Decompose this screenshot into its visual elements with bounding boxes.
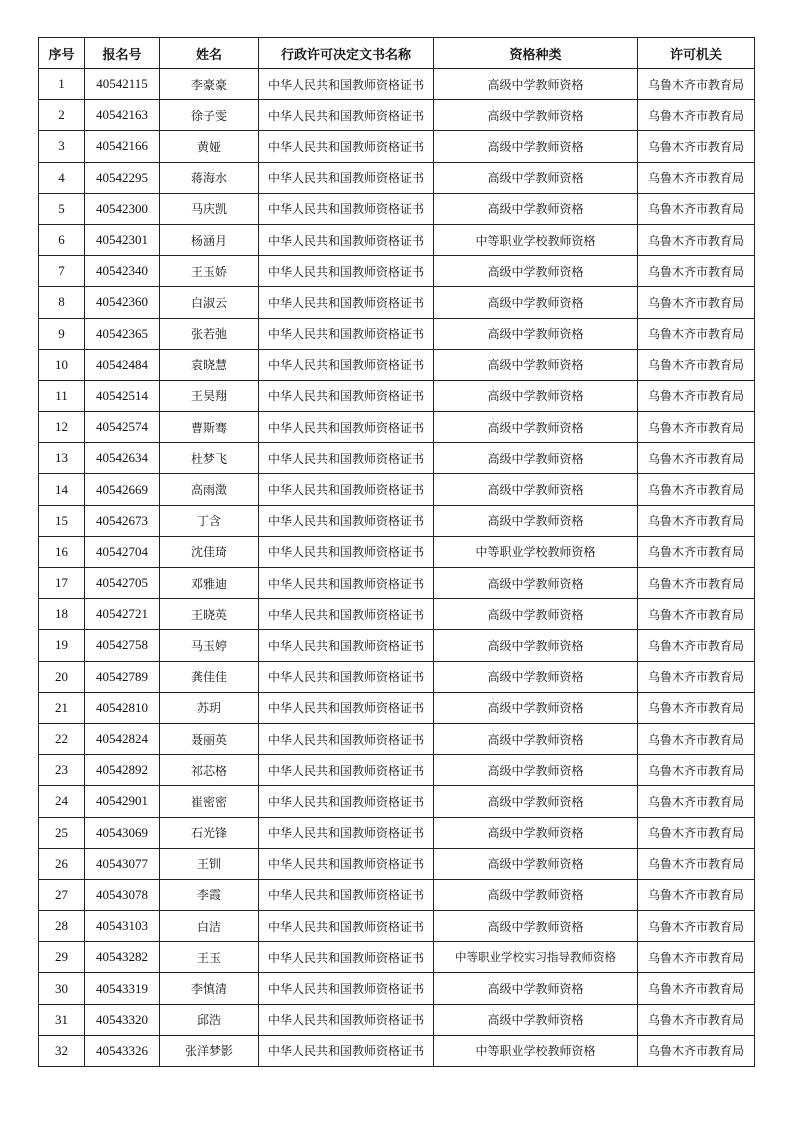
cell-name: 聂丽英 bbox=[160, 723, 259, 754]
cell-document-name: 中华人民共和国教师资格证书 bbox=[259, 318, 434, 349]
cell-name: 张若弛 bbox=[160, 318, 259, 349]
cell-qualification-type: 高级中学教师资格 bbox=[434, 661, 638, 692]
table-row bbox=[39, 692, 755, 723]
cell-serial-number: 32 bbox=[39, 1035, 85, 1066]
table-row bbox=[39, 287, 755, 318]
cell-name: 王钏 bbox=[160, 848, 259, 879]
cell-name: 马玉婷 bbox=[160, 630, 259, 661]
cell-name: 龚佳佳 bbox=[160, 661, 259, 692]
cell-name: 丁含 bbox=[160, 505, 259, 536]
cell-registration-number: 40543069 bbox=[85, 817, 160, 848]
cell-registration-number: 40542721 bbox=[85, 599, 160, 630]
header-document-name: 行政许可决定文书名称 bbox=[259, 38, 434, 69]
cell-qualification-type: 高级中学教师资格 bbox=[434, 131, 638, 162]
cell-registration-number: 40542115 bbox=[85, 69, 160, 100]
cell-qualification-type: 高级中学教师资格 bbox=[434, 568, 638, 599]
table-row bbox=[39, 848, 755, 879]
cell-qualification-type: 高级中学教师资格 bbox=[434, 318, 638, 349]
cell-licensing-authority: 乌鲁木齐市教育局 bbox=[638, 692, 755, 723]
table-body bbox=[39, 69, 755, 1067]
cell-registration-number: 40542634 bbox=[85, 443, 160, 474]
cell-licensing-authority: 乌鲁木齐市教育局 bbox=[638, 380, 755, 411]
cell-document-name: 中华人民共和国教师资格证书 bbox=[259, 848, 434, 879]
cell-registration-number: 40542360 bbox=[85, 287, 160, 318]
cell-licensing-authority: 乌鲁木齐市教育局 bbox=[638, 599, 755, 630]
cell-name: 王昊翔 bbox=[160, 380, 259, 411]
cell-name: 马庆凯 bbox=[160, 193, 259, 224]
cell-licensing-authority: 乌鲁木齐市教育局 bbox=[638, 568, 755, 599]
cell-licensing-authority: 乌鲁木齐市教育局 bbox=[638, 412, 755, 443]
cell-document-name: 中华人民共和国教师资格证书 bbox=[259, 1004, 434, 1035]
cell-serial-number: 31 bbox=[39, 1004, 85, 1035]
cell-licensing-authority: 乌鲁木齐市教育局 bbox=[638, 443, 755, 474]
cell-serial-number: 4 bbox=[39, 162, 85, 193]
cell-registration-number: 40542574 bbox=[85, 412, 160, 443]
cell-document-name: 中华人民共和国教师资格证书 bbox=[259, 100, 434, 131]
cell-qualification-type: 高级中学教师资格 bbox=[434, 380, 638, 411]
cell-serial-number: 18 bbox=[39, 599, 85, 630]
cell-registration-number: 40542789 bbox=[85, 661, 160, 692]
cell-licensing-authority: 乌鲁木齐市教育局 bbox=[638, 505, 755, 536]
table-row bbox=[39, 1035, 755, 1066]
cell-serial-number: 2 bbox=[39, 100, 85, 131]
cell-registration-number: 40542166 bbox=[85, 131, 160, 162]
cell-qualification-type: 中等职业学校教师资格 bbox=[434, 224, 638, 255]
cell-registration-number: 40542365 bbox=[85, 318, 160, 349]
table-row bbox=[39, 505, 755, 536]
cell-registration-number: 40542669 bbox=[85, 474, 160, 505]
cell-document-name: 中华人民共和国教师资格证书 bbox=[259, 630, 434, 661]
cell-registration-number: 40543078 bbox=[85, 879, 160, 910]
cell-qualification-type: 中等职业学校实习指导教师资格 bbox=[434, 942, 638, 973]
cell-qualification-type: 高级中学教师资格 bbox=[434, 1004, 638, 1035]
cell-name: 祁芯格 bbox=[160, 755, 259, 786]
cell-registration-number: 40542824 bbox=[85, 723, 160, 754]
cell-licensing-authority: 乌鲁木齐市教育局 bbox=[638, 256, 755, 287]
cell-document-name: 中华人民共和国教师资格证书 bbox=[259, 193, 434, 224]
cell-name: 杜梦飞 bbox=[160, 443, 259, 474]
cell-serial-number: 26 bbox=[39, 848, 85, 879]
cell-document-name: 中华人民共和国教师资格证书 bbox=[259, 505, 434, 536]
cell-registration-number: 40543326 bbox=[85, 1035, 160, 1066]
cell-qualification-type: 高级中学教师资格 bbox=[434, 723, 638, 754]
cell-serial-number: 23 bbox=[39, 755, 85, 786]
cell-qualification-type: 高级中学教师资格 bbox=[434, 911, 638, 942]
cell-qualification-type: 高级中学教师资格 bbox=[434, 630, 638, 661]
table-row bbox=[39, 100, 755, 131]
cell-name: 石光锋 bbox=[160, 817, 259, 848]
cell-licensing-authority: 乌鲁木齐市教育局 bbox=[638, 1004, 755, 1035]
cell-document-name: 中华人民共和国教师资格证书 bbox=[259, 973, 434, 1004]
cell-name: 曹斯骞 bbox=[160, 412, 259, 443]
cell-name: 杨涵月 bbox=[160, 224, 259, 255]
cell-registration-number: 40542892 bbox=[85, 755, 160, 786]
cell-registration-number: 40542673 bbox=[85, 505, 160, 536]
cell-serial-number: 28 bbox=[39, 911, 85, 942]
table-row bbox=[39, 224, 755, 255]
cell-name: 李慎清 bbox=[160, 973, 259, 1004]
cell-name: 黄娅 bbox=[160, 131, 259, 162]
cell-document-name: 中华人民共和国教师资格证书 bbox=[259, 879, 434, 910]
cell-name: 王玉 bbox=[160, 942, 259, 973]
cell-serial-number: 17 bbox=[39, 568, 85, 599]
cell-licensing-authority: 乌鲁木齐市教育局 bbox=[638, 224, 755, 255]
cell-document-name: 中华人民共和国教师资格证书 bbox=[259, 349, 434, 380]
cell-name: 徐子雯 bbox=[160, 100, 259, 131]
cell-qualification-type: 高级中学教师资格 bbox=[434, 474, 638, 505]
cell-registration-number: 40542340 bbox=[85, 256, 160, 287]
cell-registration-number: 40542514 bbox=[85, 380, 160, 411]
cell-licensing-authority: 乌鲁木齐市教育局 bbox=[638, 786, 755, 817]
table-row bbox=[39, 349, 755, 380]
table-row bbox=[39, 661, 755, 692]
cell-licensing-authority: 乌鲁木齐市教育局 bbox=[638, 911, 755, 942]
cell-licensing-authority: 乌鲁木齐市教育局 bbox=[638, 474, 755, 505]
cell-qualification-type: 高级中学教师资格 bbox=[434, 69, 638, 100]
cell-serial-number: 21 bbox=[39, 692, 85, 723]
cell-qualification-type: 高级中学教师资格 bbox=[434, 287, 638, 318]
header-serial-number: 序号 bbox=[39, 38, 85, 69]
cell-registration-number: 40542705 bbox=[85, 568, 160, 599]
cell-serial-number: 20 bbox=[39, 661, 85, 692]
table-row bbox=[39, 193, 755, 224]
cell-document-name: 中华人民共和国教师资格证书 bbox=[259, 692, 434, 723]
cell-document-name: 中华人民共和国教师资格证书 bbox=[259, 536, 434, 567]
cell-document-name: 中华人民共和国教师资格证书 bbox=[259, 380, 434, 411]
cell-licensing-authority: 乌鲁木齐市教育局 bbox=[638, 69, 755, 100]
cell-serial-number: 6 bbox=[39, 224, 85, 255]
cell-document-name: 中华人民共和国教师资格证书 bbox=[259, 755, 434, 786]
cell-licensing-authority: 乌鲁木齐市教育局 bbox=[638, 723, 755, 754]
cell-document-name: 中华人民共和国教师资格证书 bbox=[259, 131, 434, 162]
cell-licensing-authority: 乌鲁木齐市教育局 bbox=[638, 100, 755, 131]
cell-registration-number: 40543077 bbox=[85, 848, 160, 879]
table-row bbox=[39, 131, 755, 162]
cell-serial-number: 27 bbox=[39, 879, 85, 910]
table-row bbox=[39, 630, 755, 661]
cell-document-name: 中华人民共和国教师资格证书 bbox=[259, 224, 434, 255]
table-row bbox=[39, 568, 755, 599]
cell-serial-number: 24 bbox=[39, 786, 85, 817]
cell-document-name: 中华人民共和国教师资格证书 bbox=[259, 599, 434, 630]
cell-qualification-type: 中等职业学校教师资格 bbox=[434, 536, 638, 567]
cell-registration-number: 40542704 bbox=[85, 536, 160, 567]
header-registration-number: 报名号 bbox=[85, 38, 160, 69]
cell-document-name: 中华人民共和国教师资格证书 bbox=[259, 568, 434, 599]
cell-licensing-authority: 乌鲁木齐市教育局 bbox=[638, 318, 755, 349]
table-row bbox=[39, 162, 755, 193]
cell-registration-number: 40542484 bbox=[85, 349, 160, 380]
cell-qualification-type: 高级中学教师资格 bbox=[434, 599, 638, 630]
cell-qualification-type: 高级中学教师资格 bbox=[434, 848, 638, 879]
cell-name: 李豪豪 bbox=[160, 69, 259, 100]
table-row bbox=[39, 879, 755, 910]
teacher-qualification-table bbox=[38, 37, 755, 1067]
cell-name: 崔密密 bbox=[160, 786, 259, 817]
cell-licensing-authority: 乌鲁木齐市教育局 bbox=[638, 848, 755, 879]
cell-document-name: 中华人民共和国教师资格证书 bbox=[259, 474, 434, 505]
cell-registration-number: 40542300 bbox=[85, 193, 160, 224]
cell-name: 王玉娇 bbox=[160, 256, 259, 287]
table-row bbox=[39, 443, 755, 474]
cell-name: 张洋梦影 bbox=[160, 1035, 259, 1066]
cell-licensing-authority: 乌鲁木齐市教育局 bbox=[638, 287, 755, 318]
cell-serial-number: 29 bbox=[39, 942, 85, 973]
cell-registration-number: 40542301 bbox=[85, 224, 160, 255]
table-header-row bbox=[39, 38, 755, 69]
cell-registration-number: 40542758 bbox=[85, 630, 160, 661]
cell-serial-number: 11 bbox=[39, 380, 85, 411]
header-licensing-authority: 许可机关 bbox=[638, 38, 755, 69]
cell-document-name: 中华人民共和国教师资格证书 bbox=[259, 661, 434, 692]
cell-licensing-authority: 乌鲁木齐市教育局 bbox=[638, 879, 755, 910]
cell-serial-number: 1 bbox=[39, 69, 85, 100]
cell-document-name: 中华人民共和国教师资格证书 bbox=[259, 1035, 434, 1066]
cell-name: 邱浩 bbox=[160, 1004, 259, 1035]
cell-registration-number: 40542163 bbox=[85, 100, 160, 131]
table-row bbox=[39, 380, 755, 411]
cell-registration-number: 40543319 bbox=[85, 973, 160, 1004]
header-name: 姓名 bbox=[160, 38, 259, 69]
cell-document-name: 中华人民共和国教师资格证书 bbox=[259, 911, 434, 942]
cell-licensing-authority: 乌鲁木齐市教育局 bbox=[638, 162, 755, 193]
cell-qualification-type: 高级中学教师资格 bbox=[434, 817, 638, 848]
cell-qualification-type: 高级中学教师资格 bbox=[434, 973, 638, 1004]
cell-licensing-authority: 乌鲁木齐市教育局 bbox=[638, 131, 755, 162]
table-row bbox=[39, 599, 755, 630]
cell-qualification-type: 中等职业学校教师资格 bbox=[434, 1035, 638, 1066]
table-row bbox=[39, 911, 755, 942]
cell-serial-number: 8 bbox=[39, 287, 85, 318]
cell-qualification-type: 高级中学教师资格 bbox=[434, 692, 638, 723]
document-page bbox=[38, 37, 754, 1067]
cell-serial-number: 30 bbox=[39, 973, 85, 1004]
cell-document-name: 中华人民共和国教师资格证书 bbox=[259, 162, 434, 193]
cell-licensing-authority: 乌鲁木齐市教育局 bbox=[638, 817, 755, 848]
cell-document-name: 中华人民共和国教师资格证书 bbox=[259, 443, 434, 474]
cell-qualification-type: 高级中学教师资格 bbox=[434, 443, 638, 474]
cell-licensing-authority: 乌鲁木齐市教育局 bbox=[638, 973, 755, 1004]
cell-document-name: 中华人民共和国教师资格证书 bbox=[259, 817, 434, 848]
cell-registration-number: 40543103 bbox=[85, 911, 160, 942]
cell-serial-number: 22 bbox=[39, 723, 85, 754]
cell-name: 白洁 bbox=[160, 911, 259, 942]
cell-licensing-authority: 乌鲁木齐市教育局 bbox=[638, 630, 755, 661]
cell-name: 高雨澂 bbox=[160, 474, 259, 505]
table-row bbox=[39, 1004, 755, 1035]
cell-registration-number: 40542901 bbox=[85, 786, 160, 817]
cell-licensing-authority: 乌鲁木齐市教育局 bbox=[638, 1035, 755, 1066]
cell-name: 袁晓慧 bbox=[160, 349, 259, 380]
cell-licensing-authority: 乌鲁木齐市教育局 bbox=[638, 536, 755, 567]
table-row bbox=[39, 412, 755, 443]
cell-serial-number: 12 bbox=[39, 412, 85, 443]
cell-qualification-type: 高级中学教师资格 bbox=[434, 412, 638, 443]
table-row bbox=[39, 69, 755, 100]
cell-serial-number: 15 bbox=[39, 505, 85, 536]
cell-document-name: 中华人民共和国教师资格证书 bbox=[259, 412, 434, 443]
cell-document-name: 中华人民共和国教师资格证书 bbox=[259, 942, 434, 973]
table-row bbox=[39, 755, 755, 786]
cell-name: 沈佳琦 bbox=[160, 536, 259, 567]
header-qualification-type: 资格种类 bbox=[434, 38, 638, 69]
cell-serial-number: 14 bbox=[39, 474, 85, 505]
cell-name: 白淑云 bbox=[160, 287, 259, 318]
table-row bbox=[39, 786, 755, 817]
cell-licensing-authority: 乌鲁木齐市教育局 bbox=[638, 942, 755, 973]
cell-serial-number: 25 bbox=[39, 817, 85, 848]
table-row bbox=[39, 474, 755, 505]
cell-licensing-authority: 乌鲁木齐市教育局 bbox=[638, 349, 755, 380]
cell-registration-number: 40543320 bbox=[85, 1004, 160, 1035]
table-row bbox=[39, 723, 755, 754]
cell-serial-number: 19 bbox=[39, 630, 85, 661]
cell-serial-number: 16 bbox=[39, 536, 85, 567]
cell-name: 王晓英 bbox=[160, 599, 259, 630]
cell-serial-number: 10 bbox=[39, 349, 85, 380]
table-row bbox=[39, 817, 755, 848]
cell-qualification-type: 高级中学教师资格 bbox=[434, 100, 638, 131]
cell-qualification-type: 高级中学教师资格 bbox=[434, 256, 638, 287]
cell-serial-number: 13 bbox=[39, 443, 85, 474]
cell-document-name: 中华人民共和国教师资格证书 bbox=[259, 287, 434, 318]
cell-serial-number: 3 bbox=[39, 131, 85, 162]
cell-name: 邓雅迪 bbox=[160, 568, 259, 599]
cell-qualification-type: 高级中学教师资格 bbox=[434, 755, 638, 786]
cell-registration-number: 40543282 bbox=[85, 942, 160, 973]
cell-document-name: 中华人民共和国教师资格证书 bbox=[259, 723, 434, 754]
table-row bbox=[39, 318, 755, 349]
table-row bbox=[39, 942, 755, 973]
cell-name: 蒋海水 bbox=[160, 162, 259, 193]
cell-serial-number: 9 bbox=[39, 318, 85, 349]
table-row bbox=[39, 973, 755, 1004]
cell-qualification-type: 高级中学教师资格 bbox=[434, 505, 638, 536]
cell-registration-number: 40542295 bbox=[85, 162, 160, 193]
cell-qualification-type: 高级中学教师资格 bbox=[434, 162, 638, 193]
cell-name: 李霞 bbox=[160, 879, 259, 910]
cell-qualification-type: 高级中学教师资格 bbox=[434, 193, 638, 224]
cell-qualification-type: 高级中学教师资格 bbox=[434, 786, 638, 817]
cell-document-name: 中华人民共和国教师资格证书 bbox=[259, 786, 434, 817]
cell-serial-number: 7 bbox=[39, 256, 85, 287]
cell-serial-number: 5 bbox=[39, 193, 85, 224]
cell-qualification-type: 高级中学教师资格 bbox=[434, 879, 638, 910]
cell-qualification-type: 高级中学教师资格 bbox=[434, 349, 638, 380]
cell-licensing-authority: 乌鲁木齐市教育局 bbox=[638, 755, 755, 786]
cell-name: 苏玥 bbox=[160, 692, 259, 723]
cell-document-name: 中华人民共和国教师资格证书 bbox=[259, 69, 434, 100]
cell-registration-number: 40542810 bbox=[85, 692, 160, 723]
cell-licensing-authority: 乌鲁木齐市教育局 bbox=[638, 193, 755, 224]
table-row bbox=[39, 256, 755, 287]
cell-licensing-authority: 乌鲁木齐市教育局 bbox=[638, 661, 755, 692]
cell-document-name: 中华人民共和国教师资格证书 bbox=[259, 256, 434, 287]
table-row bbox=[39, 536, 755, 567]
